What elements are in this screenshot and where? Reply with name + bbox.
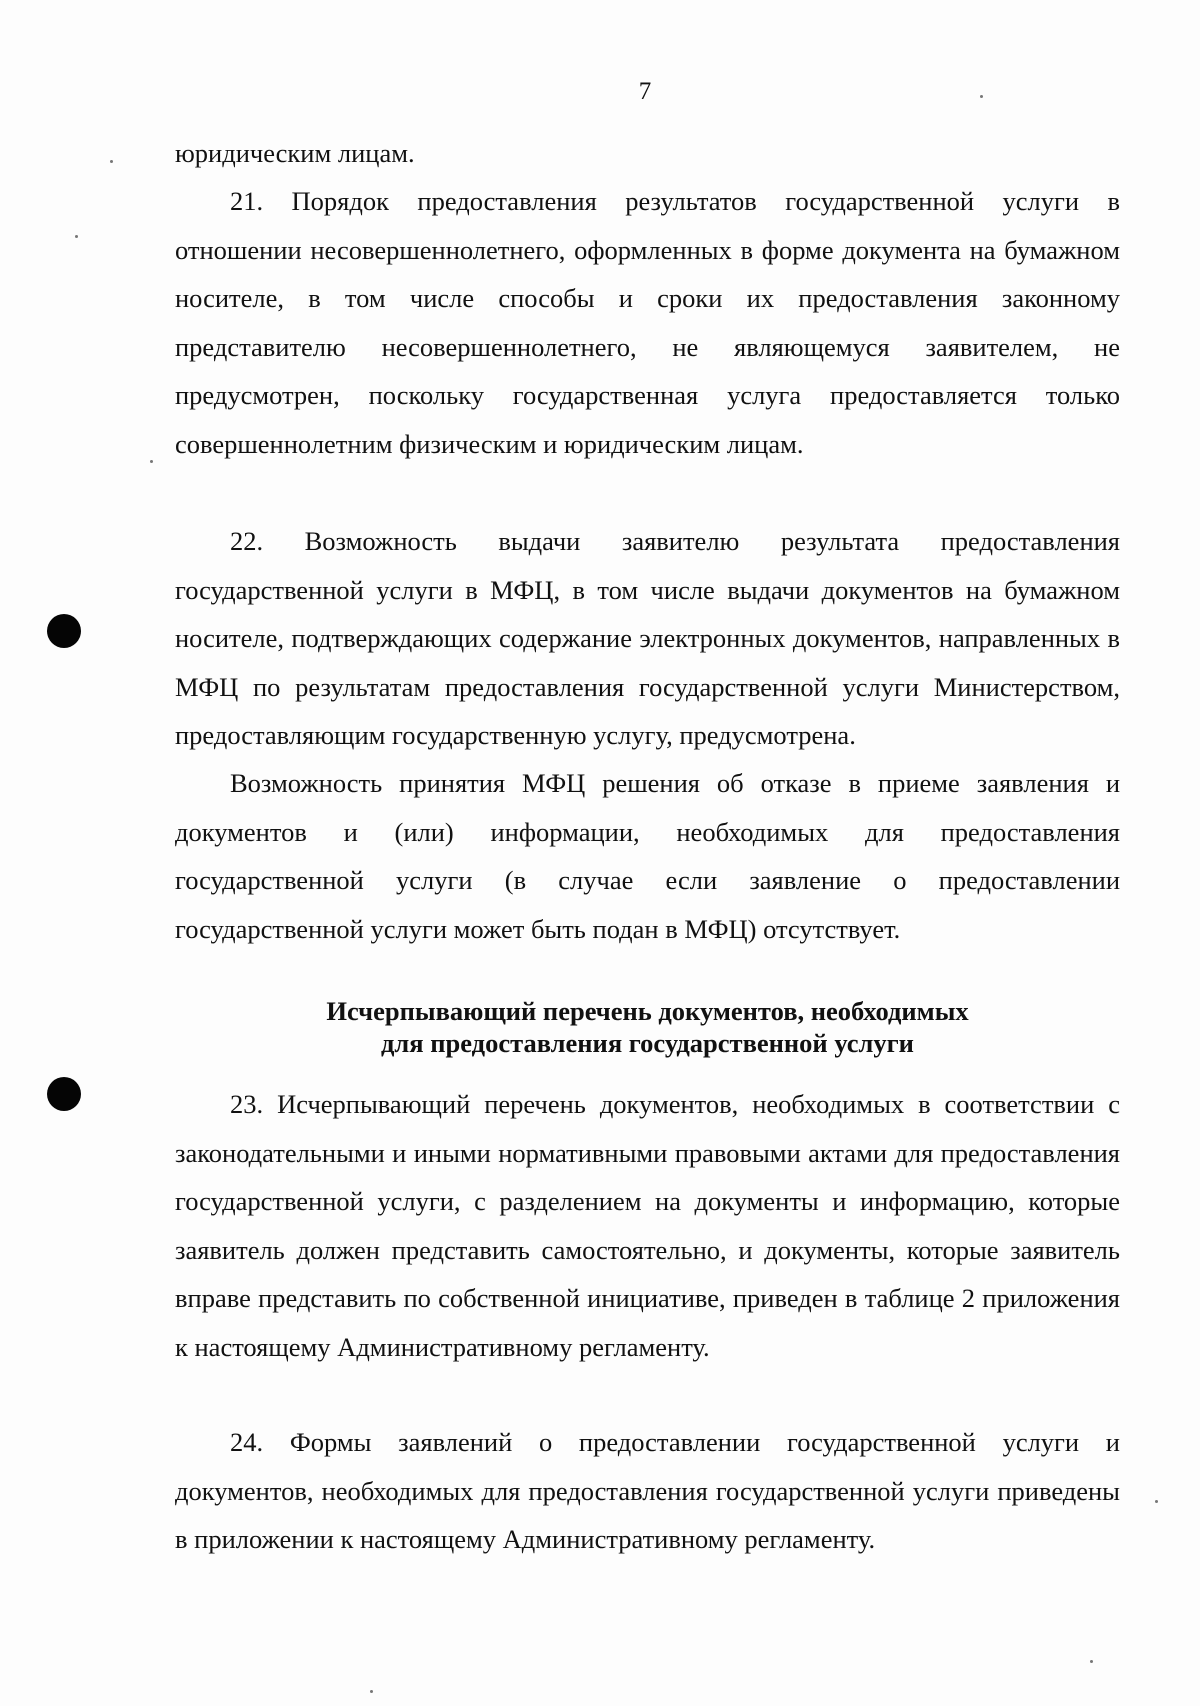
section-heading-line-2: для предоставления государственной услуги [381,1028,914,1058]
section-heading [175,995,1120,1059]
punch-hole-mark [47,614,81,648]
paragraph-22: 22. Возможность выдачи заявителю результата предоставления государственной услуги в МФЦ, в том числе выдачи документов на бумажном носителе, подтверждающих содержание электронных документов, направленных в МФЦ по результатам предоставления государственной услуги Министерством, предоставляющим государственную услугу, предусмотрена. [175,526,1120,751]
paragraph-24: 24. Формы заявлений о предоставлении государственной услуги и документов, необходимых для предоставления государственной услуги приведены в приложении к настоящему Административному регламенту. [175,1427,1120,1555]
punch-hole-mark [47,1077,81,1111]
scan-speck [370,1690,373,1693]
page-number: 7 [638,78,652,105]
scan-speck [150,460,153,463]
paragraph-22-continued: Возможность принятия МФЦ решения об отказе в приеме заявления и документов и (или) информации, необходимых для предоставления государственной услуги (в случае если заявление о предоставлении государственной услуги может быть подан в МФЦ) отсутствует. [175,768,1120,944]
paragraph-23: 23. Исчерпывающий перечень документов, необходимых в соответствии с законодательными и иными нормативными правовыми актами для предоставления государственной услуги, с разделением на документы и информацию, которые заявитель должен представить самостоятельно, и документы, которые заявитель вправе представить по собственной инициативе, приведен в таблице 2 приложения к настоящему Административному регламенту. [175,1089,1120,1362]
scan-speck [980,95,983,98]
section-heading-line-1: Исчерпывающий перечень документов, необходимых [326,996,969,1026]
paragraph-continuation: юридическим лицам. [175,138,415,168]
scan-speck [110,160,113,163]
scan-speck [1155,1500,1158,1503]
scan-speck [1090,1660,1093,1663]
scan-speck [75,235,78,238]
paragraph-21: 21. Порядок предоставления результатов государственной услуги в отношении несовершеннолетнего, оформленных в форме документа на бумажном носителе, в том числе способы и сроки их предоставления законному представителю несовершеннолетнего, не являющемуся заявителем, не предусмотрен, поскольку государственная услуга предоставляется только совершеннолетним физическим и юридическим лицам. [175,186,1120,459]
